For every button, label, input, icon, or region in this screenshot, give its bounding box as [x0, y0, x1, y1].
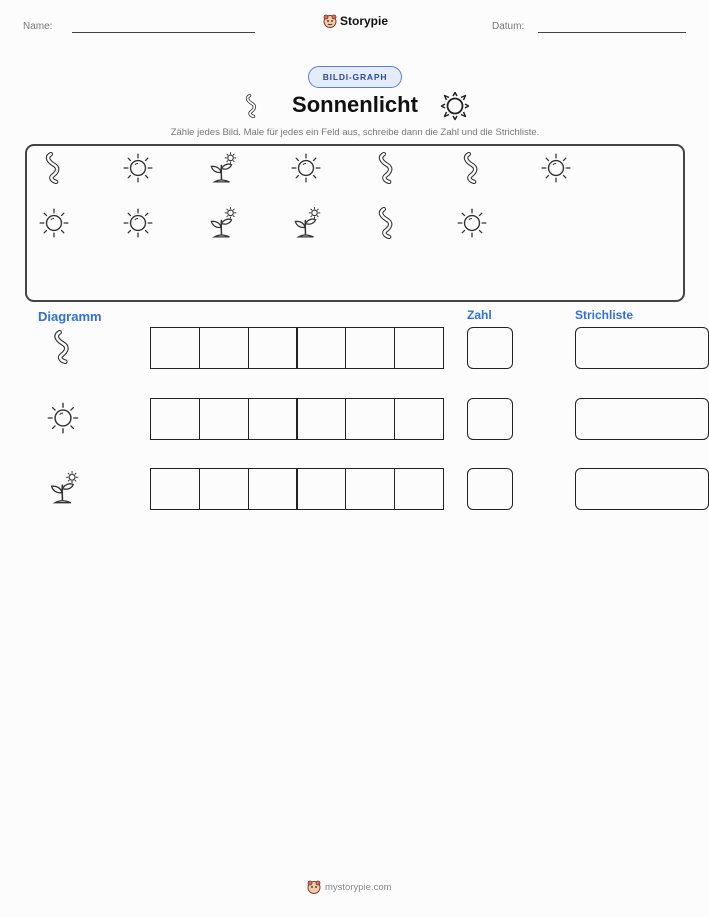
graph-cell[interactable]	[248, 327, 298, 369]
graph-cell[interactable]	[345, 398, 395, 440]
worksheet-type-badge: BILDI-GRAPH	[308, 66, 402, 88]
number-box[interactable]	[467, 327, 513, 369]
sun-icon	[46, 401, 80, 435]
sun-icon	[122, 152, 154, 184]
graph-cell[interactable]	[296, 468, 346, 510]
worm-icon	[456, 152, 488, 184]
plant-icon	[206, 152, 238, 184]
graph-cell[interactable]	[199, 327, 249, 369]
tally-box[interactable]	[575, 468, 709, 510]
worm-icon	[371, 207, 403, 239]
sun-icon	[540, 152, 572, 184]
number-box[interactable]	[467, 468, 513, 510]
graph-cells	[150, 398, 443, 440]
storypie-mascot-icon	[323, 14, 337, 28]
sun-icon	[290, 152, 322, 184]
graph-cell[interactable]	[345, 327, 395, 369]
sun-icon	[122, 207, 154, 239]
graph-cell[interactable]	[199, 468, 249, 510]
number-heading: Zahl	[467, 308, 492, 322]
graph-cell[interactable]	[394, 327, 444, 369]
title-worm-icon	[240, 89, 264, 123]
plant-icon	[206, 207, 238, 239]
tally-box[interactable]	[575, 327, 709, 369]
page-title: Sonnenlicht	[292, 92, 418, 117]
sun-icon	[456, 207, 488, 239]
worm-icon	[46, 330, 80, 364]
title-sun-icon	[440, 91, 470, 121]
footer-mascot-icon	[307, 880, 321, 894]
graph-cell[interactable]	[248, 468, 298, 510]
sun-icon	[38, 207, 70, 239]
graph-cell[interactable]	[248, 398, 298, 440]
tally-heading: Strichliste	[575, 308, 634, 322]
graph-cell[interactable]	[394, 468, 444, 510]
graph-cell[interactable]	[296, 398, 346, 440]
footer-url: mystorypie.com	[325, 881, 392, 893]
graph-cell[interactable]	[394, 398, 444, 440]
tally-box[interactable]	[575, 398, 709, 440]
worm-icon	[38, 152, 70, 184]
graph-cell[interactable]	[296, 327, 346, 369]
number-box[interactable]	[467, 398, 513, 440]
date-label: Datum:	[492, 21, 525, 32]
graph-cell[interactable]	[199, 398, 249, 440]
graph-cell[interactable]	[345, 468, 395, 510]
instructions: Zähle jedes Bild. Male für jedes ein Feld aus, schreibe dann die Zahl und die Strichliste.	[170, 127, 540, 138]
name-label: Name:	[23, 21, 53, 32]
name-field[interactable]	[72, 32, 255, 33]
footer	[307, 880, 392, 894]
graph-cell[interactable]	[150, 468, 200, 510]
plant-icon	[290, 207, 322, 239]
brand-logo	[323, 14, 388, 28]
worm-icon	[371, 152, 403, 184]
graph-cell[interactable]	[150, 327, 200, 369]
date-field[interactable]	[538, 32, 686, 33]
diagram-heading: Diagramm	[38, 309, 102, 324]
graph-cells	[150, 327, 443, 369]
brand-name: Storypie	[340, 14, 389, 28]
graph-cells	[150, 468, 443, 510]
plant-icon	[46, 471, 80, 505]
graph-cell[interactable]	[150, 398, 200, 440]
